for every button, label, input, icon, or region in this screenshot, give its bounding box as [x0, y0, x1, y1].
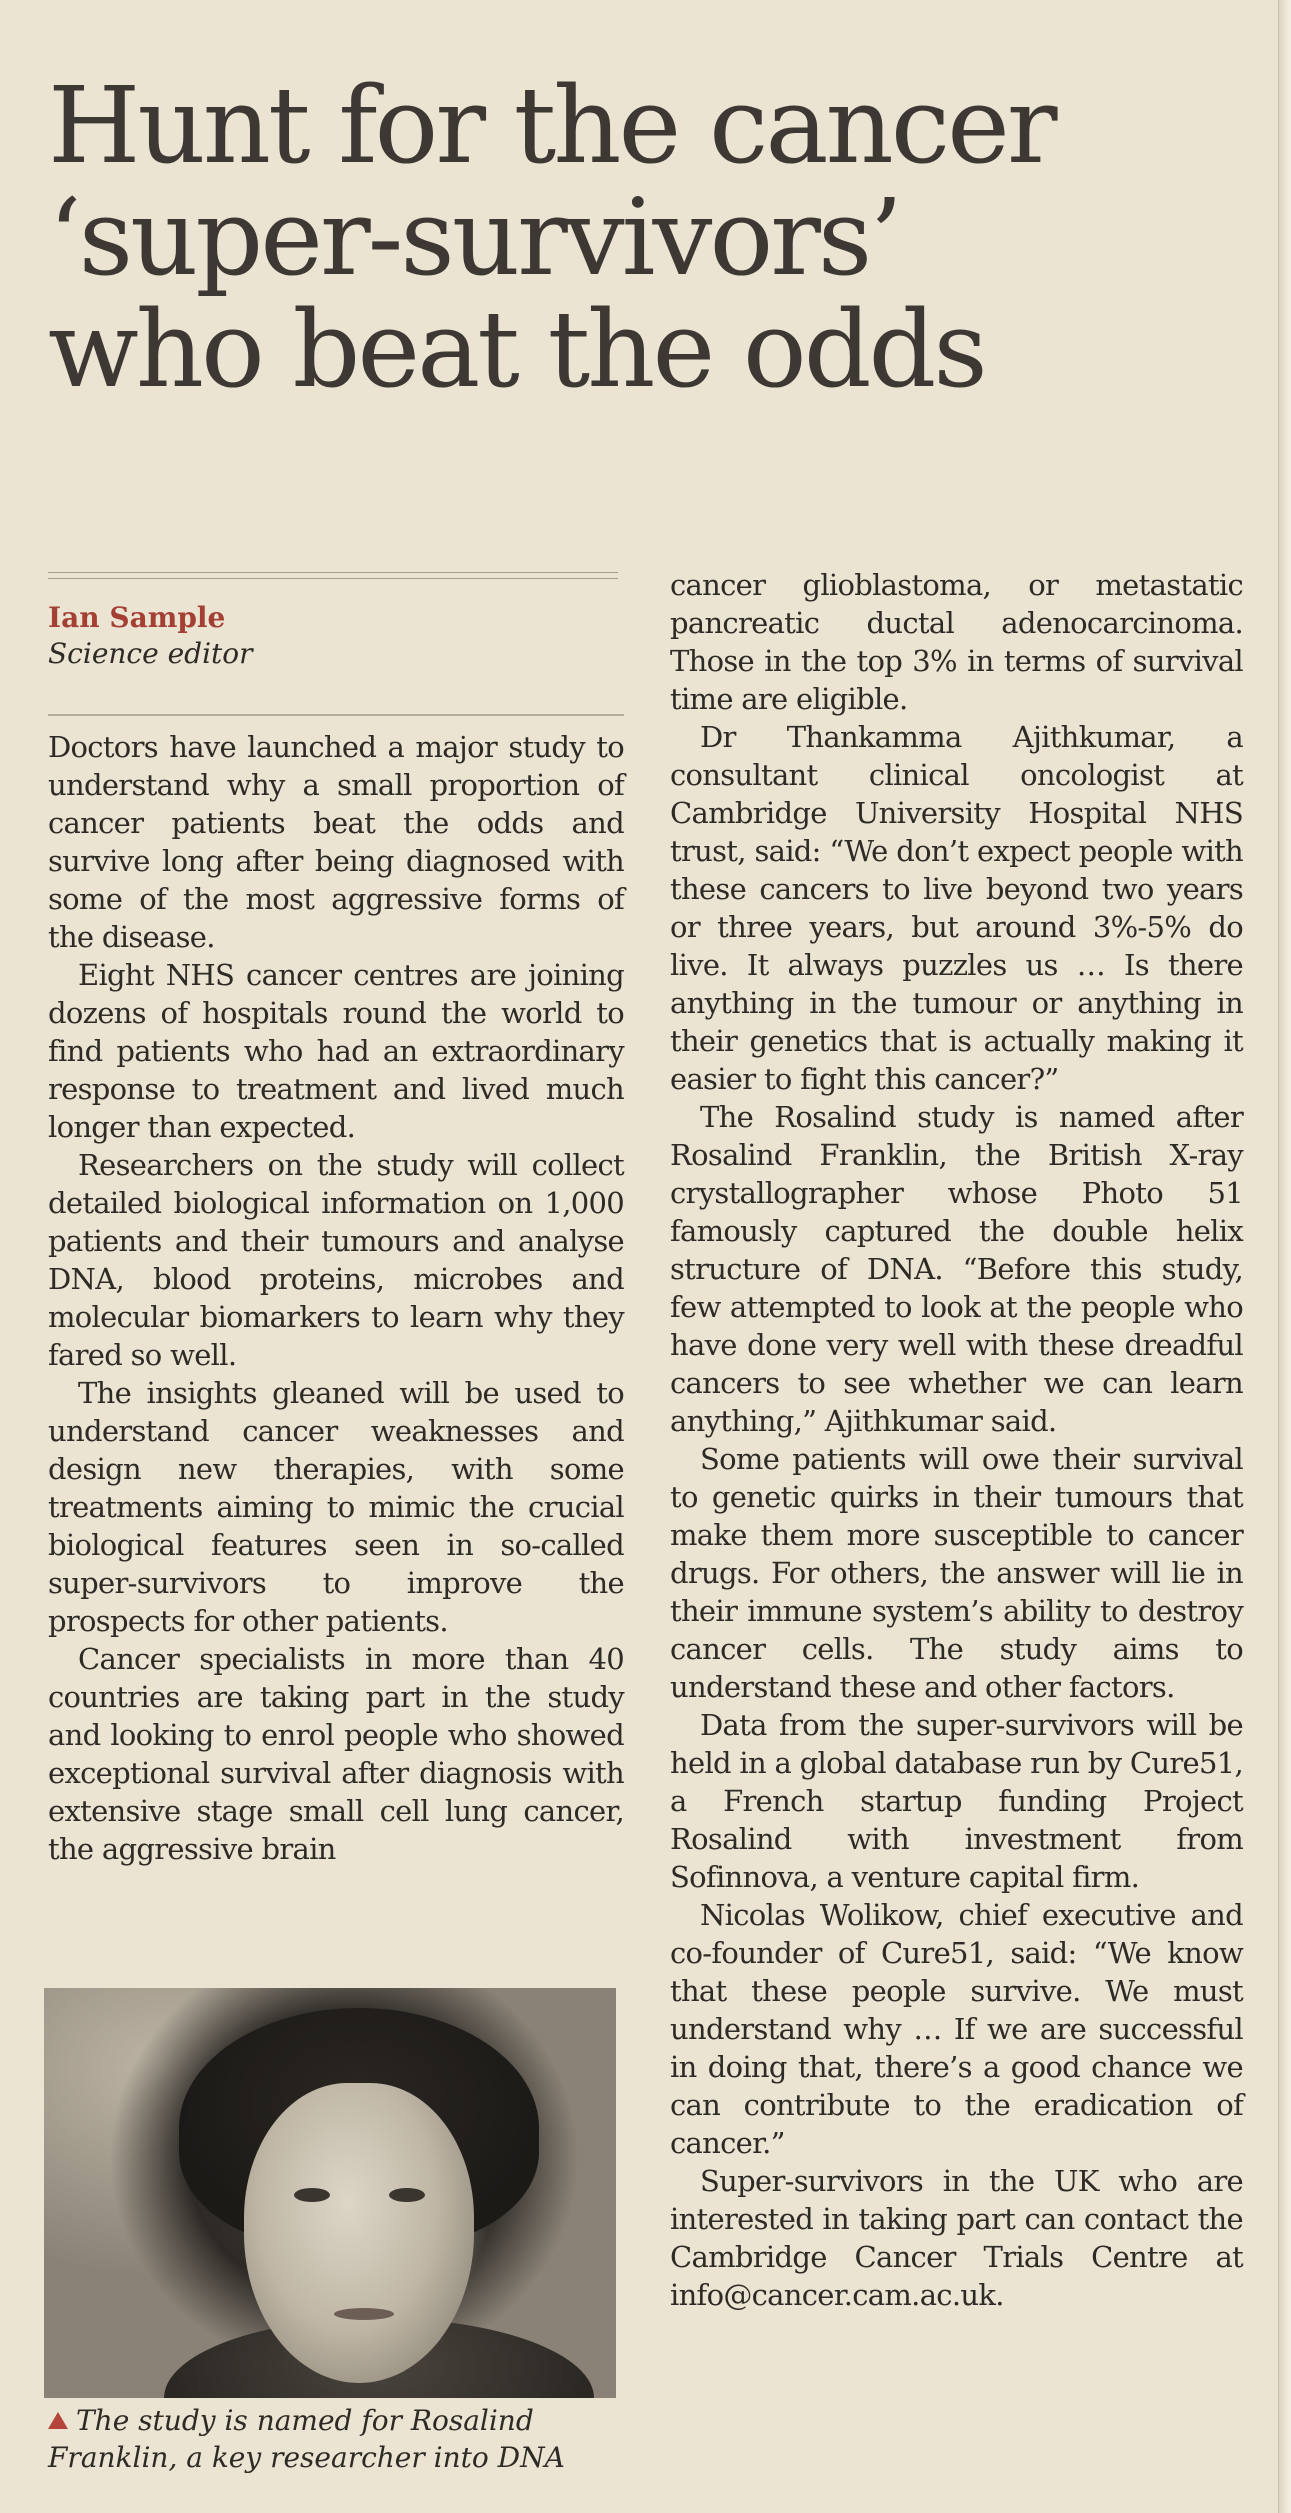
paragraph: Data from the super-survivors will be held in a global database run by Cure51, a French startup funding Project Rosalind with investment from Sofinnova, a venture capital firm.: [670, 1708, 1243, 1894]
byline-role: Science editor: [48, 637, 253, 670]
paragraph: Researchers on the study will collect detailed biological information on 1,000 patients and their tumours and analyse DNA, blood proteins, microbes and molecular biomarkers to learn why they fared so well.: [48, 1148, 624, 1372]
paragraph: Super-survivors in the UK who are interested in taking part can contact the Cambridge Cancer Trials Centre at info@cancer.cam.ac.uk.: [670, 2164, 1243, 2312]
byline-top-rule: [48, 572, 618, 579]
headline: [48, 64, 1228, 411]
caption-triangle-icon: [48, 2412, 68, 2429]
headline-line-2: ‘super-survivors’: [48, 176, 901, 299]
photo-eye-right: [389, 2188, 425, 2202]
byline-bottom-rule: [48, 714, 624, 716]
photo-mouth: [334, 2308, 394, 2320]
paragraph: Doctors have launched a major study to understand why a small proportion of cancer patients beat the odds and survive long after being diagnosed with some of the most aggressive forms of the disease.: [48, 730, 624, 954]
rosalind-franklin-photo: [44, 1988, 616, 2398]
headline-line-1: Hunt for the cancer: [48, 64, 1055, 187]
paragraph: Nicolas Wolikow, chief executive and co-founder of Cure51, said: “We know that these people survive. We must understand why … If we are successful in doing that, there’s a good chance we can contribute to the eradication of cancer.”: [670, 1898, 1243, 2160]
paragraph: Some patients will owe their survival to genetic quirks in their tumours that make them more susceptible to cancer drugs. For others, the answer will lie in their immune system’s ability to destroy cancer cells. The study aims to understand these and other factors.: [670, 1442, 1243, 1704]
byline: [48, 600, 618, 672]
paragraph: The insights gleaned will be used to understand cancer weaknesses and design new therapies, with some treatments aiming to mimic the crucial biological features seen in so-called super-survivors to improve the prospects for other patients.: [48, 1376, 624, 1638]
byline-author: Ian Sample: [48, 601, 226, 634]
paragraph: The Rosalind study is named after Rosalind Franklin, the British X-ray crystallographer whose Photo 51 famously captured the double helix structure of DNA. “Before this study, few attempted to look at the people who have done very well with these dreadful cancers to see whether we can learn anything,” Ajithkumar said.: [670, 1100, 1243, 1438]
photo-caption: [48, 2402, 628, 2476]
page-edge: [1278, 0, 1291, 2513]
photo-eye-left: [294, 2188, 330, 2202]
photo-face: [244, 2083, 474, 2383]
paragraph: Dr Thankamma Ajithkumar, a consultant clinical oncologist at Cambridge University Hospital NHS trust, said: “We don’t expect people with these cancers to live beyond two years or three years, but around 3%-5% do live. It always puzzles us … Is there anything in the tumour or anything in their genetics that is actually making it easier to fight this cancer?”: [670, 720, 1243, 1096]
article-column-left: [48, 728, 624, 1868]
headline-line-3: who beat the odds: [48, 288, 985, 411]
paragraph: Cancer specialists in more than 40 countries are taking part in the study and looking to enrol people who showed exceptional survival after diagnosis with extensive stage small cell lung cancer, the aggressive brain: [48, 1642, 624, 1866]
paragraph: Eight NHS cancer centres are joining dozens of hospitals round the world to find patients who had an extraordinary response to treatment and lived much longer than expected.: [48, 958, 624, 1144]
paragraph: cancer glioblastoma, or metastatic pancreatic ductal adenocarcinoma. Those in the top 3% in terms of survival time are eligible.: [670, 568, 1243, 716]
article-column-right: [670, 566, 1243, 2314]
caption-text: The study is named for Rosalind Franklin, a key researcher into DNA: [48, 2404, 565, 2474]
